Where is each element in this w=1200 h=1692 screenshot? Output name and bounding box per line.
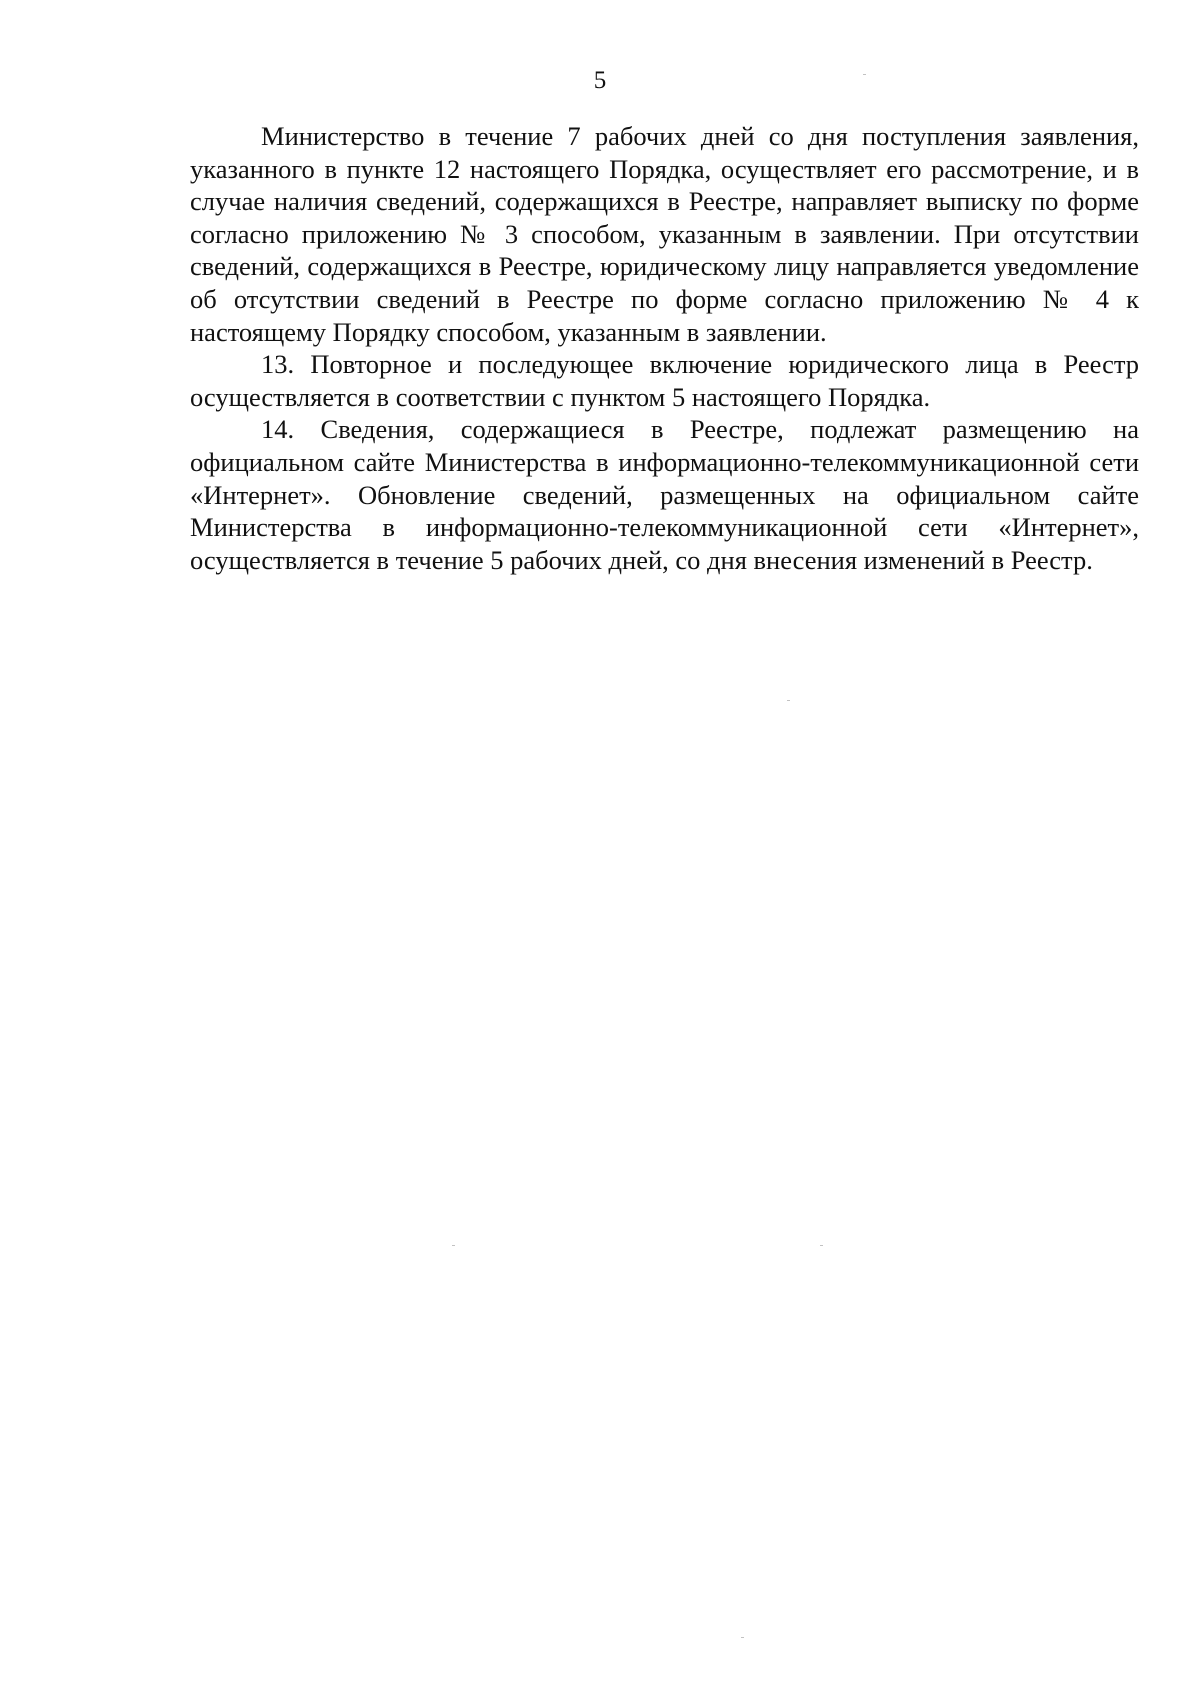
paragraph-13-repeated-inclusion: 13. Повторное и последующее включение юридического лица в Реестр осуществляется в соответствии с пунктом 5 настоящего Порядка. bbox=[190, 349, 1139, 412]
document-body bbox=[190, 120, 1139, 576]
paragraph-application-review: Министерство в течение 7 рабочих дней со дня поступления заявления, указанного в пункте 12 настоящего Порядка, осуществляет его рассмотрение, и в случае наличия сведений, содержащихся в Реестре, направляет выписку по форме согласно приложению № 3 способом, указанным в заявлении. При отсутствии сведений, содержащихся в Реестре, юридическому лицу направляется уведомление об отсутствии сведений в Реестре по форме согласно приложению № 4 к настоящему Порядку способом, указанным в заявлении. bbox=[190, 121, 1139, 347]
paragraph-14-publication: 14. Сведения, содержащиеся в Реестре, подлежат размещению на официальном сайте Министерства в информационно-телекоммуникационной сети «Интернет». Обновление сведений, размещенных на официальном сайте Министерства в информационно-телекоммуникационной сети «Интернет», осуществляется в течение 5 рабочих дней, со дня внесения изменений в Реестр. bbox=[190, 414, 1139, 575]
page-number: 5 bbox=[593, 67, 607, 94]
